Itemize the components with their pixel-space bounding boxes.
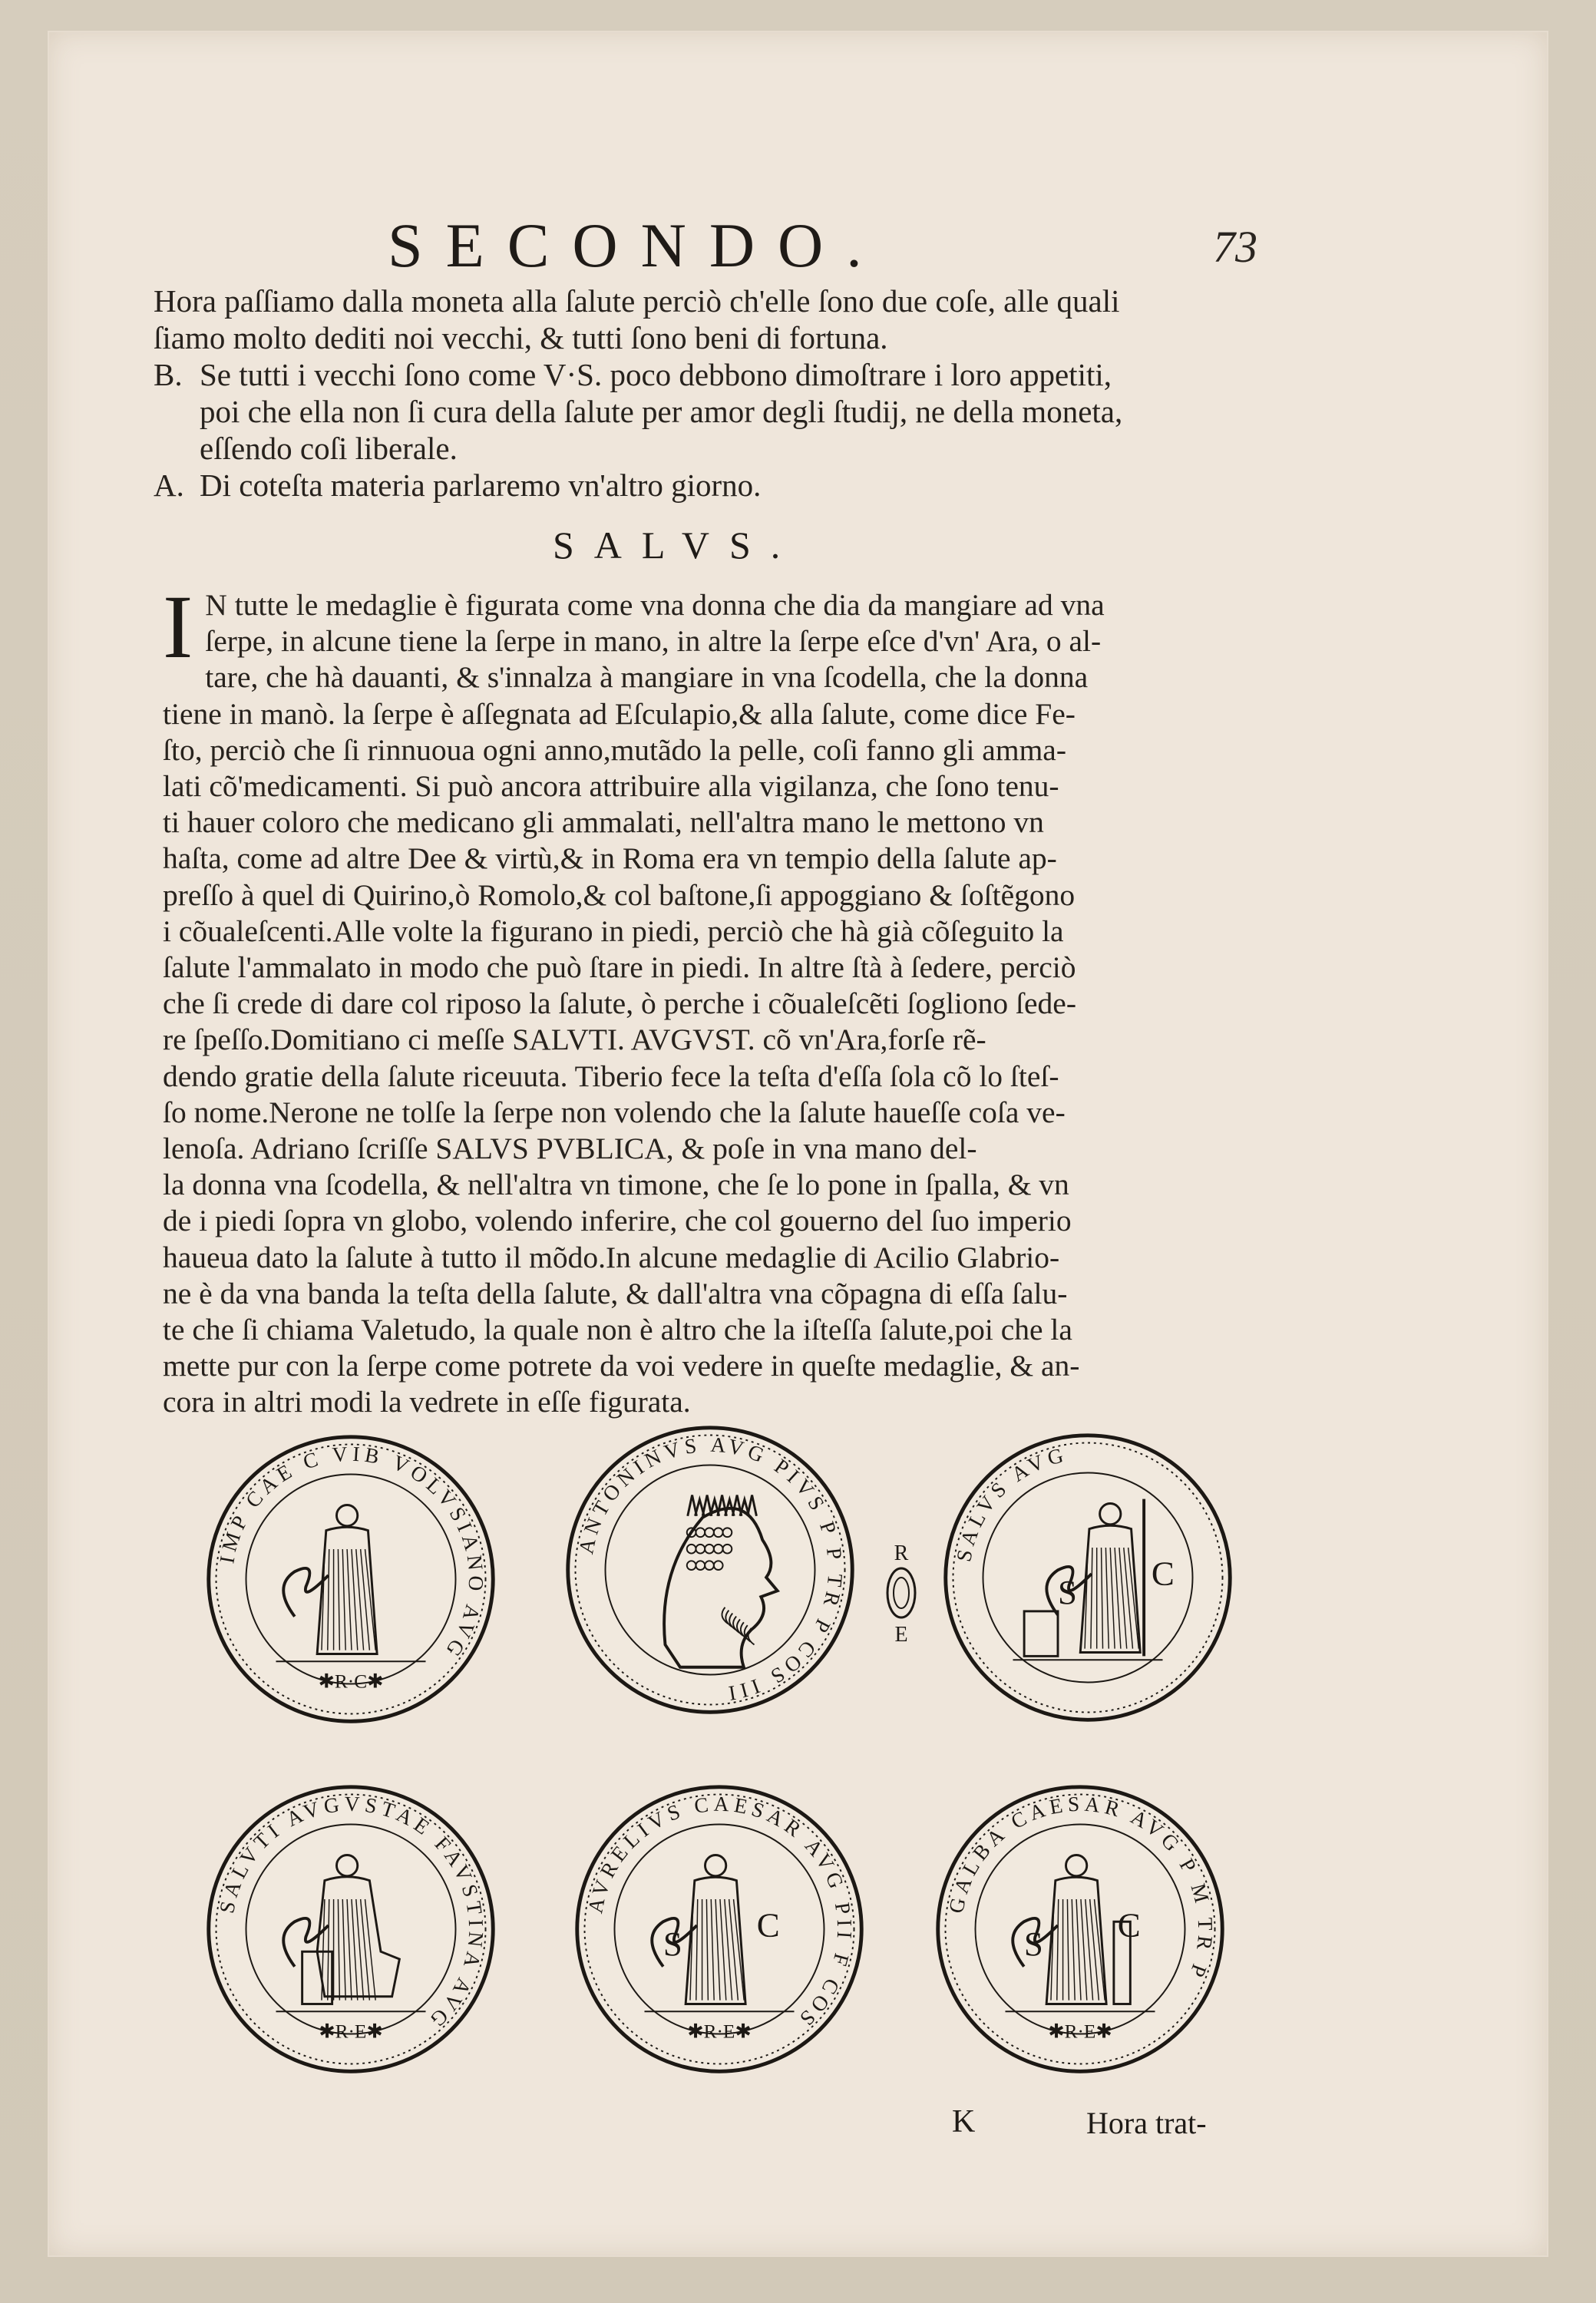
coin-legend: ANTONINVS AVG PIVS P P TR P COS III: [574, 1432, 848, 1706]
speech-line: Hora paſſiamo dalla moneta alla ſalute perciò ch'elle ſono due coſe, alle quali: [154, 283, 1120, 319]
field-c: C: [1151, 1554, 1175, 1593]
body-line: dendo gratie della ſalute riceuuta. Tiberio fece la teſta d'eſſa ſola cõ lo ſteſ-: [163, 1059, 1059, 1093]
field-c: C: [1117, 1905, 1141, 1944]
body-text: [163, 577, 1257, 1421]
dialogue-entry: [154, 356, 1274, 467]
coin-antoninus-pius-portrait: [560, 1420, 860, 1720]
coin-legend: AVRELIVS CAESAR AVG PII F COS: [583, 1792, 857, 2034]
coin-mark-bottom: E: [894, 1623, 908, 1647]
speech-line: ſiamo molto dediti noi vecchi, & tutti ſono beni di fortuna.: [154, 320, 888, 355]
body-line: de i piedi ſopra vn globo, volendo inferire, che col gouerno del ſuo imperio: [163, 1204, 1072, 1238]
body-line: ne è da vna banda la teſta della ſalute, & dall'altra vna cõpagna di eſſa ſalu-: [163, 1276, 1068, 1310]
body-line: tiene in manò. la ſerpe è aſſegnata ad Eſculapio,& alla ſalute, come dice Fe-: [163, 696, 1076, 731]
body-line: haueua dato la ſalute à tutto il mõdo.In alcune medaglie di Acilio Glabrio-: [163, 1240, 1060, 1274]
coin-exergue: ✱R·C✱: [318, 1670, 384, 1693]
field-s: S: [663, 1925, 682, 1964]
coin-mark-top: R: [894, 1541, 909, 1565]
speech-line: eſſendo coſi liberale.: [200, 431, 458, 466]
page-number: 73: [1213, 222, 1257, 272]
coin-legend: SALVTI AVGVSTAE FAVSTINA AVG: [215, 1792, 488, 2035]
body-line: ſerpe, in alcune tiene la ſerpe in mano, in altre la ſerpe eſce d'vn' Ara, o al-: [205, 624, 1102, 659]
body-line: ti hauer coloro che medicano gli ammalati, nell'altra mano le mettono vn: [163, 805, 1044, 840]
coin-legend: SALVS AVG: [952, 1442, 1070, 1564]
section-title: SALVS.: [553, 524, 801, 567]
page-header: [0, 207, 1596, 284]
coin-galba: [930, 1779, 1230, 2079]
coin-exergue: ✱R·E✱: [687, 2020, 752, 2043]
dialogue-block: [154, 283, 1274, 504]
catchword: Hora trat-: [1086, 2106, 1207, 2140]
body-line: la donna vna ſcodella, & nell'altra vn timone, che ſe lo pone in ſpalla, & vn: [163, 1168, 1069, 1202]
body-line: N tutte le medaglie è figurata come vna donna che dia da mangiare ad vna: [205, 588, 1105, 622]
body-line: te che ſi chiama Valetudo, la quale non è altro che la iſteſſa ſalute,poi che la: [163, 1313, 1072, 1347]
body-line: ſalute l'ammalato in modo che può ſtare in piedi. In altre ſtà à ſedere, perciò: [163, 950, 1076, 985]
field-s: S: [1058, 1573, 1077, 1612]
coin-exergue: ✱R·E✱: [1048, 2020, 1112, 2043]
dialogue-entry: [154, 467, 1274, 504]
speech-line: poi che ella non ſi cura della ſalute per amor degli ſtudij, ne della moneta,: [200, 394, 1123, 429]
speaker-label: B.: [154, 357, 183, 392]
coin-exergue: ✱R·E✱: [319, 2020, 383, 2043]
coin-salus-aug: [938, 1428, 1237, 1727]
body-line: re ſpeſſo.Domitiano ci meſſe SALVTI. AVGVST. cõ vn'Ara,forſe rẽ-: [163, 1023, 986, 1057]
coin-legend: GALBA CAESAR AVG P M TR P: [944, 1792, 1218, 1984]
field-c: C: [756, 1905, 780, 1944]
body-line: ſo nome.Nerone ne tolſe la ſerpe non volendo che la ſalute haueſſe coſa ve-: [163, 1095, 1066, 1129]
coin-aurelius-caesar: [570, 1779, 869, 2079]
speech-text: [200, 467, 1274, 504]
speech-text: [154, 283, 1274, 356]
body-line: preſſo à quel di Quirino,ò Romolo,& col baſtone,ſi appoggiano & ſoſtẽgono: [163, 877, 1076, 912]
body-line: mette pur con la ſerpe come potrete da voi vedere in queſte medaglie, & an-: [163, 1349, 1080, 1383]
drop-cap: I: [163, 577, 193, 677]
body-line: lati cõ'medicamenti. Si può ancora attribuire alla vigilanza, che ſono tenu-: [163, 769, 1059, 804]
speech-line: Di coteſta materia parlaremo vn'altro giorno.: [200, 468, 762, 503]
coin-salus-volusianus: [201, 1429, 501, 1729]
speaker-label: A.: [154, 468, 184, 503]
body-line: ſto, perciò che ſi rinnuoua ogni anno,mutãdo la pelle, coſi fanno gli amma-: [163, 732, 1066, 767]
body-line: tare, che hà dauanti, & s'innalza à mangiare in vna ſcodella, che la donna: [205, 660, 1089, 695]
running-title: SECONDO.: [388, 210, 885, 280]
body-line: che ſi crede di dare col riposo la ſalute, ò perche i cõualeſcẽti ſogliono ſede-: [163, 986, 1076, 1021]
body-line: lenoſa. Adriano ſcriſſe SALVS PVBLICA, & poſe in vna mano del-: [163, 1132, 977, 1166]
coin-salus-faustina: [201, 1779, 501, 2079]
speech-line: Se tutti i vecchi ſono come V·S. poco debbono dimoſtrare i loro appetiti,: [200, 357, 1112, 392]
coin-legend: IMP CAE C VIB VOLVSIANO AVG: [215, 1442, 488, 1665]
signature-mark: K: [952, 2104, 976, 2139]
field-s: S: [1023, 1925, 1043, 1964]
body-line: haſta, come ad altre Dee & virtù,& in Roma era vn tempio della ſalute ap-: [163, 841, 1057, 876]
dialogue-entry: [154, 283, 1274, 356]
body-line: cora in altri modi la vedrete in eſſe figurata.: [163, 1385, 691, 1419]
body-line: i cõualeſcenti.Alle volte la figurano in piedi, perciò che hà già cõſeguito la: [163, 914, 1064, 948]
speech-text: [200, 356, 1274, 467]
coin-mark: [878, 1535, 924, 1650]
